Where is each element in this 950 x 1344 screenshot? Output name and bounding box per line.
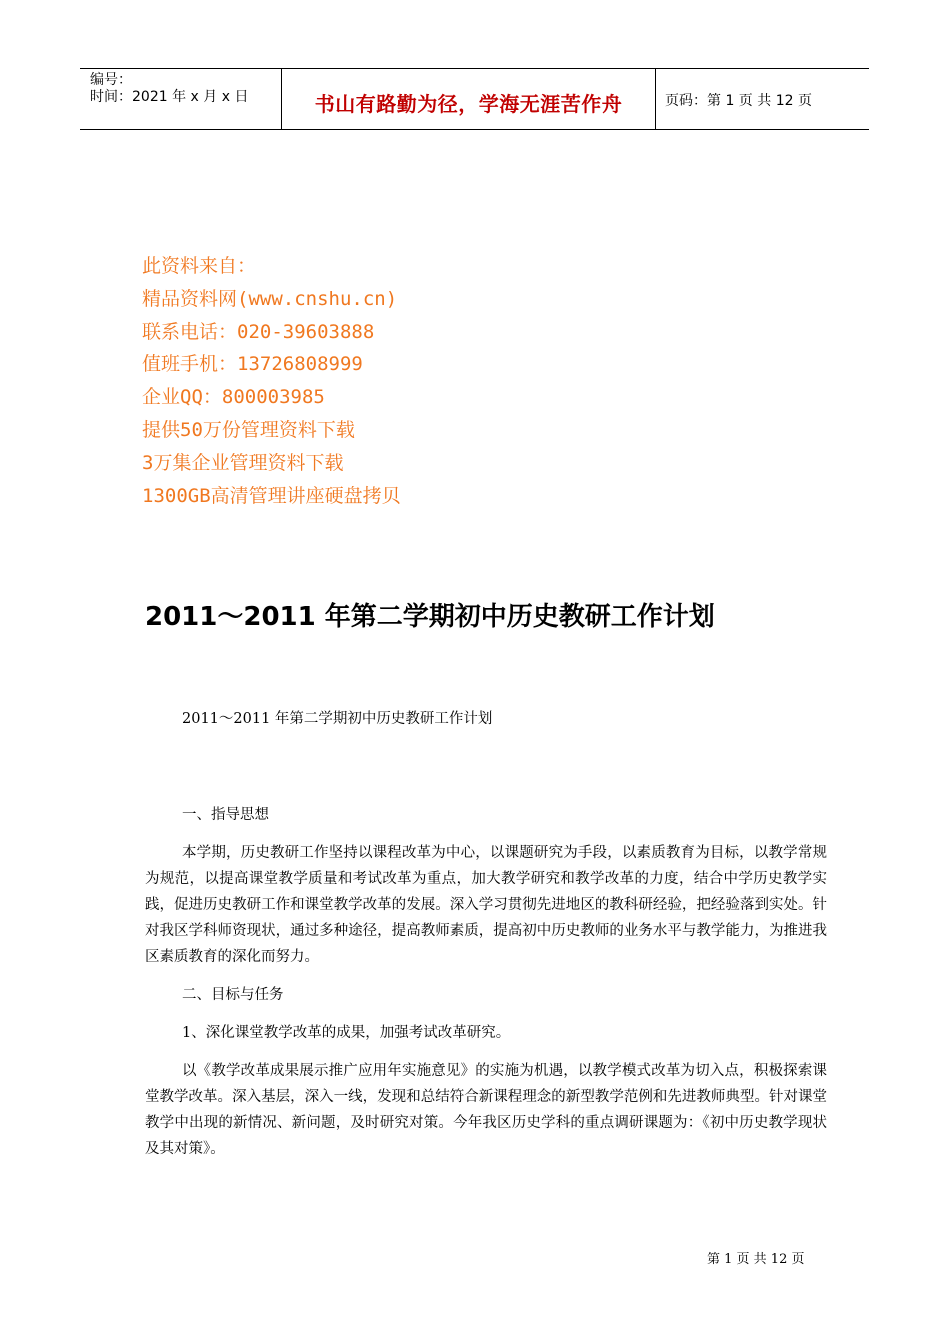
header-motto-cell <box>281 69 656 129</box>
ad-line: 值班手机：13726808999 <box>142 353 363 376</box>
subsection-heading: 1、深化课堂教学改革的成果，加强考试改革研究。 <box>182 1025 511 1041</box>
document-time-label: 时间：2021 年 x 月 x 日 <box>90 89 249 105</box>
header-page-info: 页码：第 1 页 共 12 页 <box>665 93 812 109</box>
section-heading: 一、指导思想 <box>182 807 269 823</box>
document-title: 2011～2011 年第二学期初中历史教研工作计划 <box>145 602 715 632</box>
header-page-cell <box>655 69 869 129</box>
ad-line: 1300GB高清管理讲座硬盘拷贝 <box>142 484 401 507</box>
page-header <box>80 68 869 130</box>
document-number-label: 编号： <box>90 72 132 88</box>
document-body <box>145 706 827 1162</box>
ad-line: 提供50万份管理资料下载 <box>142 418 355 441</box>
paragraph: 本学期，历史教研工作坚持以课程改革为中心，以课题研究为手段，以素质教育为目标，以教学常规为规范，以提高课堂教学质量和考试改革为重点，加大教学研究和教学改革的力度，结合中学历史教学实践，促进历史教研工作和课堂教学改革的发展。深入学习贯彻先进地区的教科研经验，把经验落到实处。针对我区学科师资现状，通过多种途径，提高教师素质，提高初中历史教师的业务水平与教学能力，为推进我区素质教育的深化而努力。 <box>145 845 827 965</box>
subtitle: 2011～2011 年第二学期初中历史教研工作计划 <box>182 711 493 727</box>
ad-line: 联系电话：020-39603888 <box>142 320 375 343</box>
page-footer: 第 1 页 共 12 页 <box>707 1252 805 1267</box>
header-meta-cell <box>80 69 280 129</box>
section-heading: 二、目标与任务 <box>182 987 284 1003</box>
advertisement-block <box>142 250 401 512</box>
ad-line: 3万集企业管理资料下载 <box>142 451 344 474</box>
paragraph: 以《教学改革成果展示推广应用年实施意见》的实施为机遇，以教学模式改革为切入点，积极探索课堂教学改革。深入基层，深入一线，发现和总结符合新课程理念的新型教学范例和先进教师典型。针对课堂教学中出现的新情况、新问题，及时研究对策。今年我区历史学科的重点调研课题为：《初中历史教学现状及其对策》。 <box>145 1063 827 1157</box>
ad-line: 企业QQ：800003985 <box>142 386 325 409</box>
ad-line: 此资料来自： <box>142 255 257 277</box>
ad-line: 精品资料网(www.cnshu.cn) <box>142 287 398 310</box>
header-motto: 书山有路勤为径，学海无涯苦作舟 <box>314 92 623 116</box>
